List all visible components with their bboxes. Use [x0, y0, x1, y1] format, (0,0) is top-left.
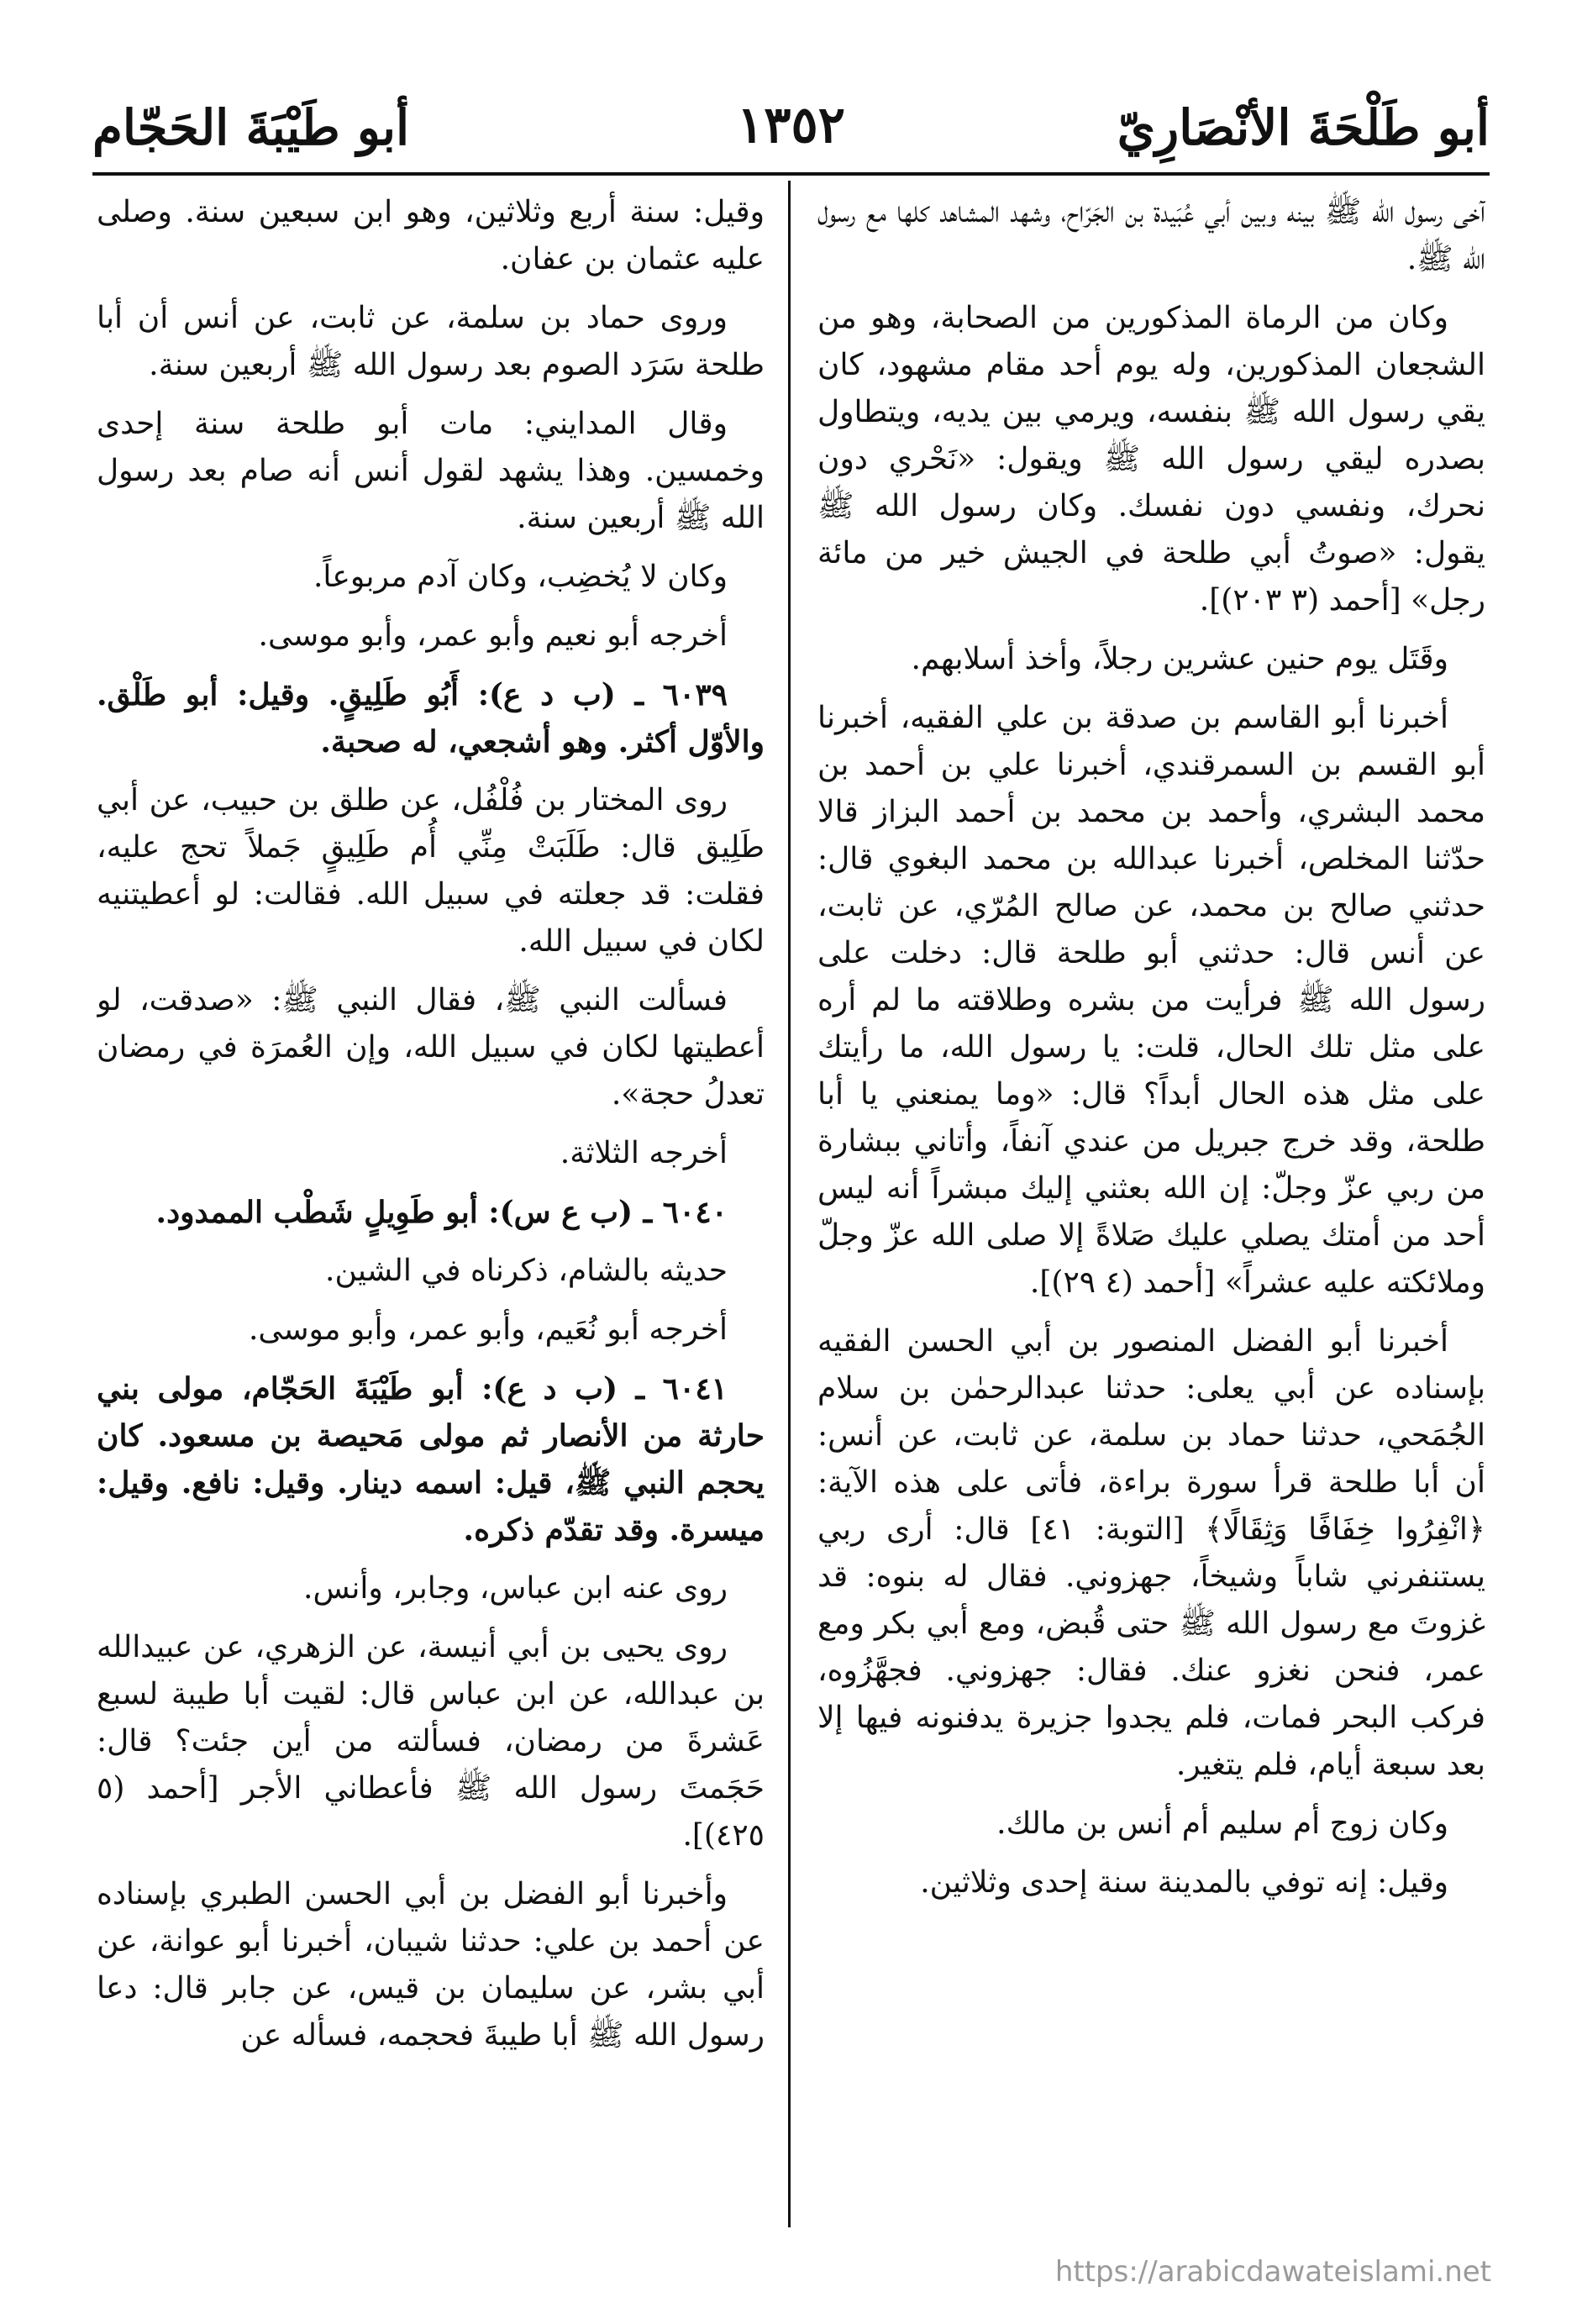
paragraph: روى عنه ابن عباس، وجابر، وأنس.	[303, 1571, 728, 1606]
running-title-left: أبو طَيْبَةَ الحَجّام	[92, 99, 410, 156]
paragraph: آخى رسول الله ﷺ بينه وبين أبي عُبَيدة بن الجَرّاح، وشهد المشاهد كلها مع رسول الله ﷺ.	[817, 195, 1485, 276]
paragraph: وقيل: إنه توفي بالمدينة سنة إحدى وثلاثين.	[920, 1865, 1448, 1900]
right-column	[817, 189, 1485, 2223]
paragraph: وقال المدايني: مات أبو طلحة سنة إحدى وخمسين. وهذا يشهد لقول أنس أنه صام بعد رسول الله ﷺ أربعين سنة.	[97, 407, 765, 535]
paragraph: وكان لا يُخضِب، وكان آدم مربوعاً.	[313, 560, 728, 594]
paragraph: روى يحيى بن أبي أنيسة، عن الزهري، عن عبيدالله بن عبدالله، عن ابن عباس قال: لقيت أبا طيبة لسبع عَشرةَ من رمضان، فسألته من أين جئت؟ قال: حَجَمتَ رسول الله ﷺ فأعطاني الأجر [أحمد (٥ ٤٢٥)].	[97, 1630, 765, 1853]
header-rule	[92, 172, 1490, 176]
paragraph: وكان زوج أم سليم أم أنس بن مالك.	[996, 1806, 1448, 1841]
running-title-right: أبو طَلْحَةَ الأنْصَارِيّ	[1117, 99, 1490, 156]
paragraph: وروى حماد بن سلمة، عن ثابت، عن أنس أن أبا طلحة سَرَد الصوم بعد رسول الله ﷺ أربعين سنة.	[97, 301, 765, 382]
paragraph: روى المختار بن فُلْفُل، عن طلق بن حبيب، عن أبي طَلِيق قال: طَلَبَتْ مِنِّي أُم طَلِيقٍ جَملاً تحج عليه، فقلت: قد جعلته في سبيل الله. فقالت: لو أعطيتنيه لكان في سبيل الله.	[97, 783, 765, 959]
paragraph: أخبرنا أبو القاسم بن صدقة بن علي الفقيه، أخبرنا أبو القسم بن السمرقندي، أخبرنا علي بن أحمد بن محمد البشري، وأحمد بن محمد بن أحمد البزاز قالا حدّثنا المخلص، أخبرنا عبدالله بن محمد البغوي قال: حدثني صالح بن محمد، عن صالح المُرّي، عن ثابت، عن أنس قال: حدثني أبو طلحة قال: دخلت على رسول الله ﷺ فرأيت من بشره وطلاقته ما لم أره على مثل تلك الحال، قلت: يا رسول الله، ما رأيتك على مثل هذه الحال أبداً؟ قال: «وما يمنعني يا أبا طلحة، وقد خرج جبريل من عندي آنفاً، وأتاني ببشارة من ربي عزّ وجلّ: إن الله بعثني إليك مبشراً أنه ليس أحد من أمتك يصلي عليك صَلاةً إلا صلى الله عزّ وجلّ وملائكته عليه عشراً» [أحمد (٤ ٢٩)].	[817, 701, 1485, 1300]
paragraph: أخرجه أبو نُعَيم، وأبو عمر، وأبو موسى.	[248, 1312, 728, 1347]
page-number: ١٣٥٢	[737, 96, 845, 155]
entry-heading: ٦٠٤١ ـ (ب د ع): أبو طَيْبَةَ الحَجّام، مولى بني حارثة من الأنصار ثم مولى مَحيصة بن مسعود. كان يحجم النبي ﷺ، قيل: اسمه دينار. وقيل: نافع. وقيل: ميسرة. وقد تقدّم ذكره.	[97, 1371, 765, 1548]
entry-heading: ٦٠٤٠ ـ (ب ع س): أبو طَوِيلٍ شَطْب الممدود.	[155, 1195, 728, 1230]
paragraph: أخرجه الثلاثة.	[560, 1136, 728, 1170]
column-divider	[788, 181, 791, 2227]
paragraph: وكان من الرماة المذكورين من الصحابة، وهو من الشجعان المذكورين، وله يوم أحد مقام مشهود، كان يقي رسول الله ﷺ بنفسه، ويرمي بين يديه، ويتطاول بصدره ليقي رسول الله ﷺ ويقول: «نَحْري دون نحرك، ونفسي دون نفسك. وكان رسول الله ﷺ يقول: «صوتُ أبي طلحة في الجيش خير من مائة رجل» [أحمد (٣ ٢٠٣)].	[817, 301, 1485, 618]
paragraph: وقَتَل يوم حنين عشرين رجلاً، وأخذ أسلابهم.	[911, 642, 1448, 676]
left-column	[97, 189, 765, 2223]
paragraph: وقيل: سنة أربع وثلاثين، وهو ابن سبعين سنة. وصلى عليه عثمان بن عفان.	[97, 195, 765, 276]
page-header	[92, 84, 1490, 176]
entry-heading: ٦٠٣٩ ـ (ب د ع): أَبُو طَلِيقٍ. وقيل: أبو طَلْق. والأوّل أكثر. وهو أشجعي، له صحبة.	[97, 677, 765, 760]
paragraph: وأخبرنا أبو الفضل بن أبي الحسن الطبري بإسناده عن أحمد بن علي: حدثنا شيبان، أخبرنا أبو عوانة، عن أبي بشر، عن سليمان بن قيس، عن جابر قال: دعا رسول الله ﷺ أبا طيبةَ فحجمه، فسأله عن	[97, 1877, 765, 2053]
watermark-url: https://arabicdawateislami.net	[1054, 2255, 1491, 2289]
paragraph: فسألت النبي ﷺ، فقال النبي ﷺ: «صدقت، لو أعطيتها لكان في سبيل الله، وإن العُمرَة في رمضان تعدلُ حجة».	[97, 983, 765, 1112]
paragraph: حديثه بالشام، ذكرناه في الشين.	[325, 1254, 728, 1288]
paragraph: أخرجه أبو نعيم وأبو عمر، وأبو موسى.	[258, 618, 728, 653]
paragraph: أخبرنا أبو الفضل المنصور بن أبي الحسن الفقيه بإسناده عن أبي يعلى: حدثنا عبدالرحمٰن بن سلام الجُمَحي، حدثنا حماد بن سلمة، عن ثابت، عن أنس: أن أبا طلحة قرأ سورة براءة، فأتى على هذه الآية: ﴿انْفِرُوا خِفَافًا وَثِقَالًا﴾ [التوبة: ٤١] قال: أرى ربي يستنفرني شاباً وشيخاً، جهزوني. فقال له بنوه: قد غزوتَ مع رسول الله ﷺ حتى قُبض، ومع أبي بكر ومع عمر، فنحن نغزو عنك. فقال: جهزوني. فجهَّزُوه، فركب البحر فمات، فلم يجدوا جزيرة يدفنونه فيها إلا بعد سبعة أيام، فلم يتغير.	[817, 1324, 1485, 1782]
